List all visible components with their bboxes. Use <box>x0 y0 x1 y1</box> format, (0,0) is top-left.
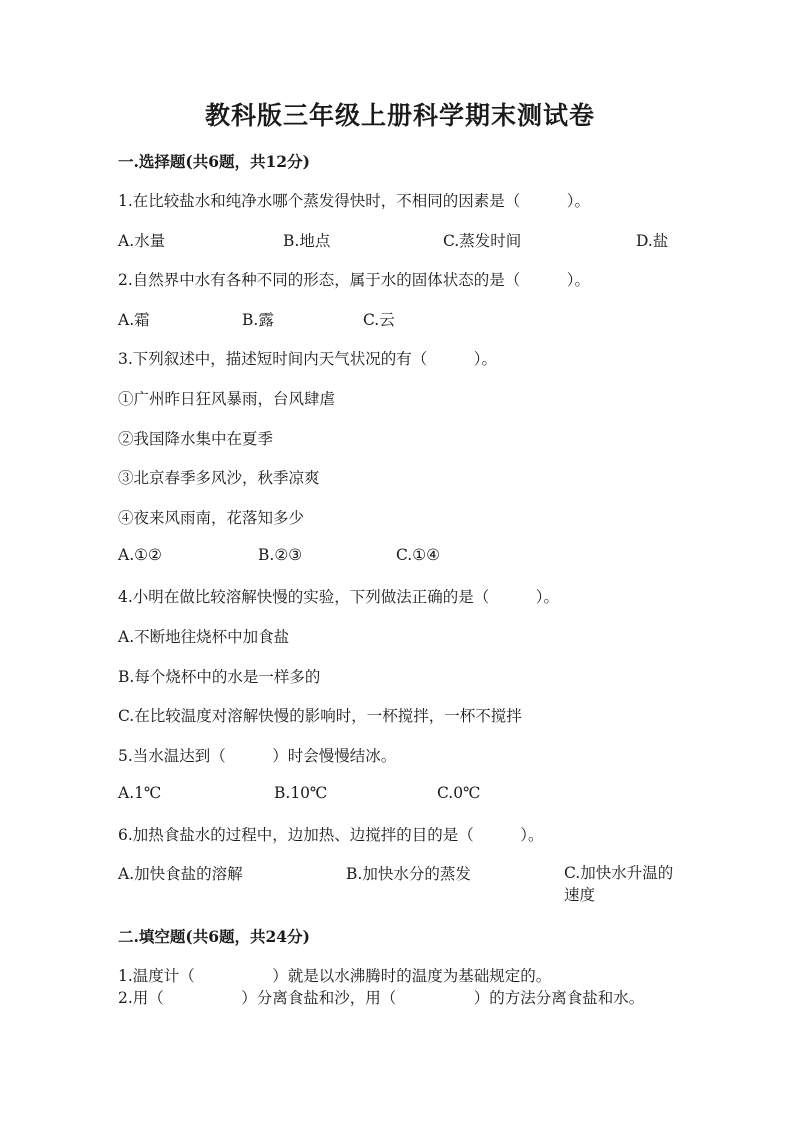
question-2-option-b: B.露 <box>242 311 274 329</box>
question-3-stem: 3.下列叙述中，描述短时间内天气状况的有（ ）。 <box>118 350 498 368</box>
question-5-option-a: A.1℃ <box>118 784 162 802</box>
question-1-option-a: A.水量 <box>118 232 166 250</box>
question-5-option-c: C.0℃ <box>437 784 481 802</box>
question-3-item-4: ④夜来风雨南，花落知多少 <box>118 509 305 527</box>
question-6-stem: 6.加热食盐水的过程中，边加热、边搅拌的目的是（ ）。 <box>118 826 544 844</box>
question-1-option-c: C.蒸发时间 <box>443 232 522 250</box>
question-6-option-a: A.加快食盐的溶解 <box>118 865 243 883</box>
question-4-option-c: C.在比较温度对溶解快慢的影响时，一杯搅拌，一杯不搅拌 <box>118 707 522 725</box>
question-3-option-a: A.①② <box>118 546 162 564</box>
question-1-option-b: B.地点 <box>283 232 331 250</box>
question-4-option-b: B.每个烧杯中的水是一样多的 <box>118 668 321 686</box>
question-1-option-d: D.盐 <box>636 232 669 250</box>
question-5-stem: 5.当水温达到（ ）时会慢慢结冰。 <box>118 747 397 765</box>
fill-question-2: 2.用（ ）分离食盐和沙，用（ ）的方法分离食盐和水。 <box>118 989 645 1007</box>
question-4-stem: 4.小明在做比较溶解快慢的实验，下列做法正确的是（ ）。 <box>118 588 560 606</box>
question-3-item-1: ①广州昨日狂风暴雨，台风肆虐 <box>118 390 336 408</box>
question-2-stem: 2.自然界中水有各种不同的形态，属于水的固体状态的是（ ）。 <box>118 271 591 289</box>
question-3-item-3: ③北京春季多风沙，秋季凉爽 <box>118 469 320 487</box>
question-3-option-c: C.①④ <box>396 546 441 564</box>
page-title: 教科版三年级上册科学期末测试卷 <box>204 101 595 130</box>
question-3-item-2: ②我国降水集中在夏季 <box>118 430 274 448</box>
question-5-option-b: B.10℃ <box>274 784 328 802</box>
question-6-option-b: B.加快水分的蒸发 <box>346 865 471 883</box>
question-4-option-a: A.不断地往烧杯中加食盐 <box>118 628 290 646</box>
question-6-option-c: C.加快水升温的速度 <box>564 864 674 904</box>
section-2-heading: 二.填空题(共6题，共24分) <box>118 927 310 946</box>
question-2-option-a: A.霜 <box>118 311 150 329</box>
question-2-option-c: C.云 <box>363 311 395 329</box>
fill-question-1: 1.温度计（ ）就是以水沸腾时的温度为基础规定的。 <box>118 967 552 985</box>
question-1-stem: 1.在比较盐水和纯净水哪个蒸发得快时，不相同的因素是（ ）。 <box>118 192 591 210</box>
question-3-option-b: B.②③ <box>258 546 303 564</box>
section-1-heading: 一.选择题(共6题，共12分) <box>118 152 310 171</box>
